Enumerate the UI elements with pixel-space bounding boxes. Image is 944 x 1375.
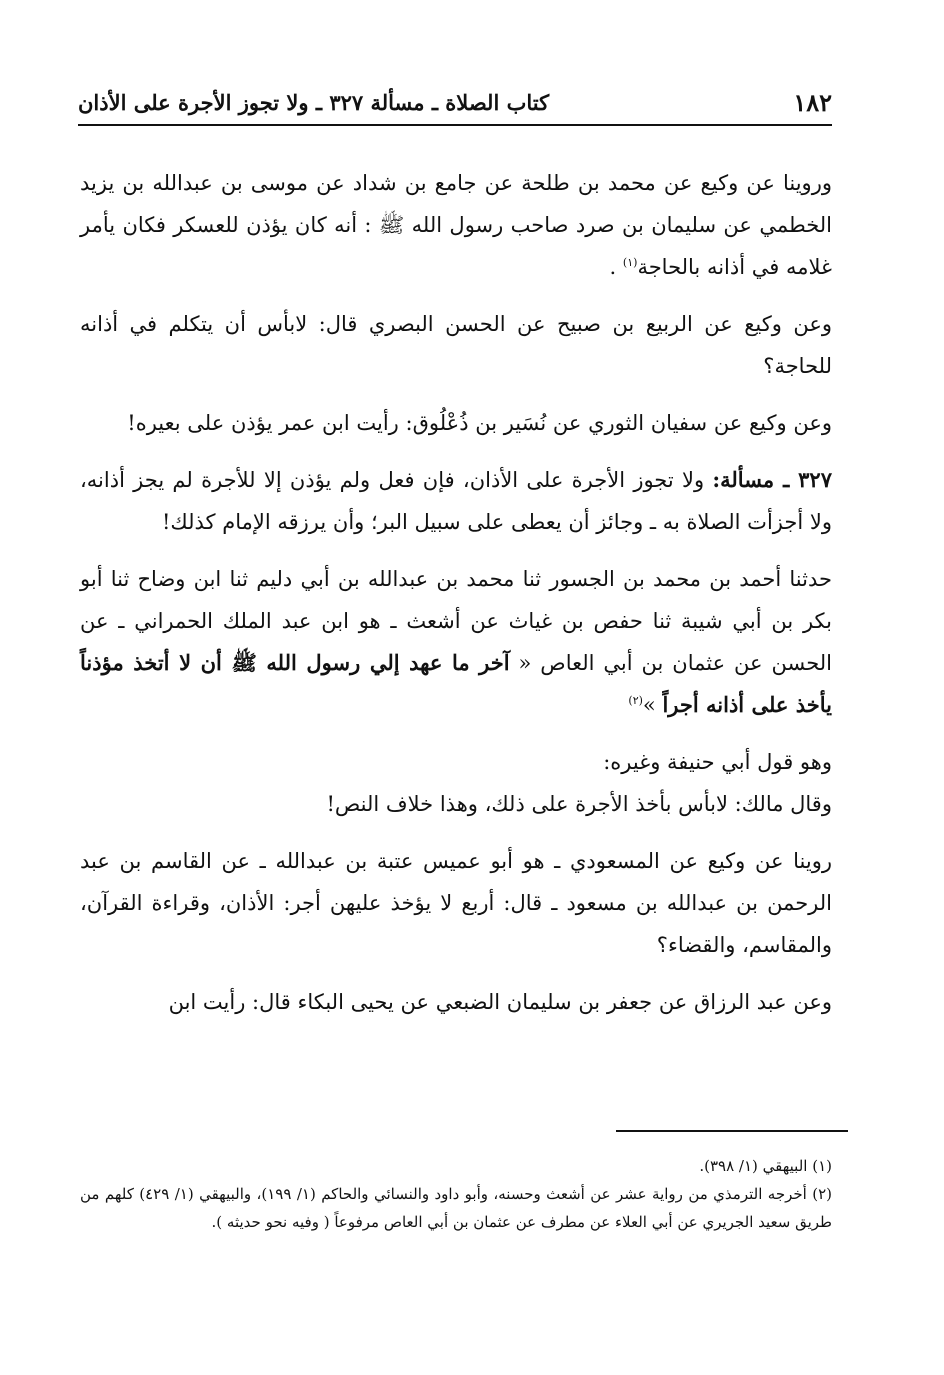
footnote-2: (٢) أخرجه الترمذي من رواية عشر عن أشعث وحسنه، وأبو داود والنسائي والحاكم (١/ ١٩٩)، والبيهقي (١/ ٤٢٩) كلهم من طريق سعيد الجريري عن أبي العلاء عن مطرف عن عثمان بن أبي العاص مرفوعاً ( وفيه نحو حديثه ). [80,1185,832,1231]
page-number: ١٨٢ [793,87,832,117]
issue-327-text: ولا تجوز الأجرة على الأذان، فإن فعل ولم يؤذن إلا للأجرة لم يجز أذانه، ولا أجزأت الصلاة به ـ وجائز أن يعطى على سبيل البر؛ وأن يرزقه الإمام كذلك! [80,468,832,534]
main-text [80,162,832,1038]
paragraph-malik: وقال مالك: لابأس بأخذ الأجرة على ذلك، وهذا خلاف النص! [326,792,832,816]
paragraph-1-text: وروينا عن وكيع عن محمد بن طلحة عن جامع بن شداد عن موسى بن عبدالله بن يزيد الخطمي عن سليمان بن صرد صاحب رسول الله ﷺ : أنه كان يؤذن للعسكر فكان يأمر غلامه في أذانه بالحاجة [80,171,832,279]
hadith-quote-close: » [642,693,656,717]
paragraph-abd-razzaq: وعن عبد الرزاق عن جعفر بن سليمان الضبعي عن يحيى البكاء قال: رأيت ابن [168,990,832,1014]
paragraph-masudi: روينا عن وكيع عن المسعودي ـ هو أبو عميس عتبة بن عبدالله ـ عن القاسم بن عبد الرحمن بن عبدالله بن مسعود ـ قال: أربع لا يؤخذ عليهن أجر: الأذان، وقراءة القرآن، والمقاسم، والقضاء؟ [80,849,832,957]
footnote-divider [616,1130,848,1132]
page-header [78,82,832,122]
footnote-ref-2: (٢) [628,694,643,707]
issue-label: ٣٢٧ ـ مسألة: [712,467,832,492]
running-title: كتاب الصلاة ـ مسألة ٣٢٧ ـ ولا تجوز الأجرة على الأذان [78,89,550,115]
paragraph-abu-hanifa: وهو قول أبي حنيفة وغيره: [603,750,832,774]
hadith-quote: آخر ما عهد إلي رسول الله ﷺ أن لا أتخذ مؤذناً يأخذ على أذانه أجراً [80,650,832,717]
hadith-chain: حدثنا أحمد بن محمد بن الجسور ثنا محمد بن عبدالله بن أبي دليم ثنا ابن وضاح ثنا أبو بكر بن أبي شيبة ثنا حفص بن غياث عن أشعث ـ هو ابن عبد الملك الحمراني ـ عن الحسن عن عثمان بن أبي العاص « [80,567,832,675]
paragraph-1 [80,162,832,288]
footnotes [80,1152,832,1236]
hadith-paragraph [80,558,832,726]
footnote-1: (١) البيهقي (١/ ٣٩٨). [699,1157,832,1175]
paragraph-3: وعن وكيع عن سفيان الثوري عن نُسَير بن ذُعْلُوق: رأيت ابن عمر يؤذن على بعيره! [127,411,832,435]
issue-327-paragraph [80,459,832,543]
header-divider [78,124,832,126]
paragraph-1-end: . [609,255,617,279]
footnote-ref-1: (١) [622,256,638,269]
paragraph-2: وعن وكيع عن الربيع بن صبيح عن الحسن البصري قال: لابأس أن يتكلم في أذانه للحاجة؟ [80,312,832,378]
